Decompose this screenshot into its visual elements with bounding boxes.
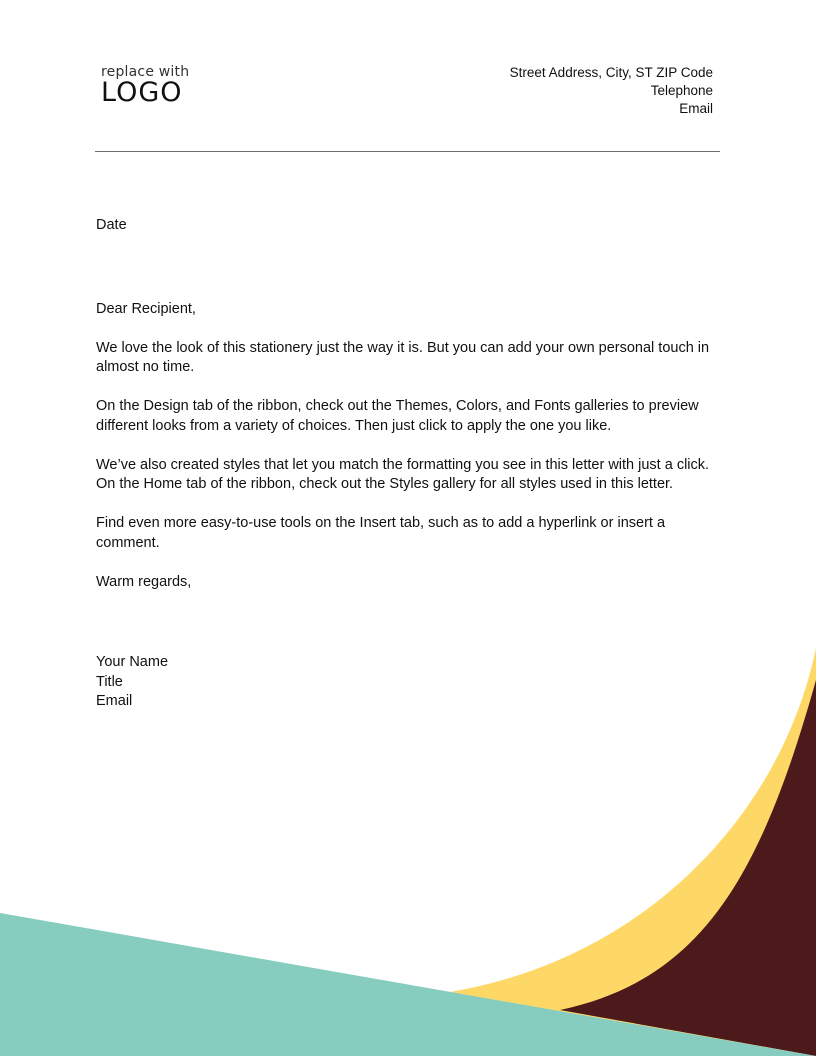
body-paragraph: We’ve also created styles that let you match the formatting you see in this letter with just a click. On the Home tab of the ribbon, check out the Styles gallery for all styles used in this letter. — [96, 456, 710, 492]
contact-email: Email — [679, 101, 713, 116]
logo-placeholder — [101, 64, 189, 106]
closing: Warm regards, — [96, 573, 192, 590]
body-paragraph: On the Design tab of the ribbon, check out the Themes, Colors, and Fonts galleries to preview different looks from a variety of choices. Then just click to apply the one you like. — [96, 398, 699, 434]
contact-block — [510, 64, 713, 118]
contact-telephone: Telephone — [650, 83, 713, 98]
salutation: Dear Recipient, — [96, 300, 196, 317]
signature-name: Your Name — [96, 654, 169, 670]
letter-body — [96, 216, 721, 712]
signature-email: Email — [96, 693, 133, 709]
logo-text: LOGO — [101, 77, 183, 108]
letter-date: Date — [96, 217, 127, 233]
maroon-swoosh-shape — [560, 680, 816, 1056]
contact-address: Street Address, City, ST ZIP Code — [509, 65, 713, 80]
teal-band-shape — [0, 913, 816, 1056]
body-paragraph: We love the look of this stationery just the way it is. But you can add your own personal touch in almost no time. — [96, 339, 710, 375]
logo-caption: replace with — [101, 64, 190, 80]
signature-title: Title — [96, 673, 123, 690]
header-divider — [95, 151, 720, 152]
body-paragraph: Find even more easy-to-use tools on the Insert tab, such as to add a hyperlink or insert a comment. — [96, 515, 666, 551]
